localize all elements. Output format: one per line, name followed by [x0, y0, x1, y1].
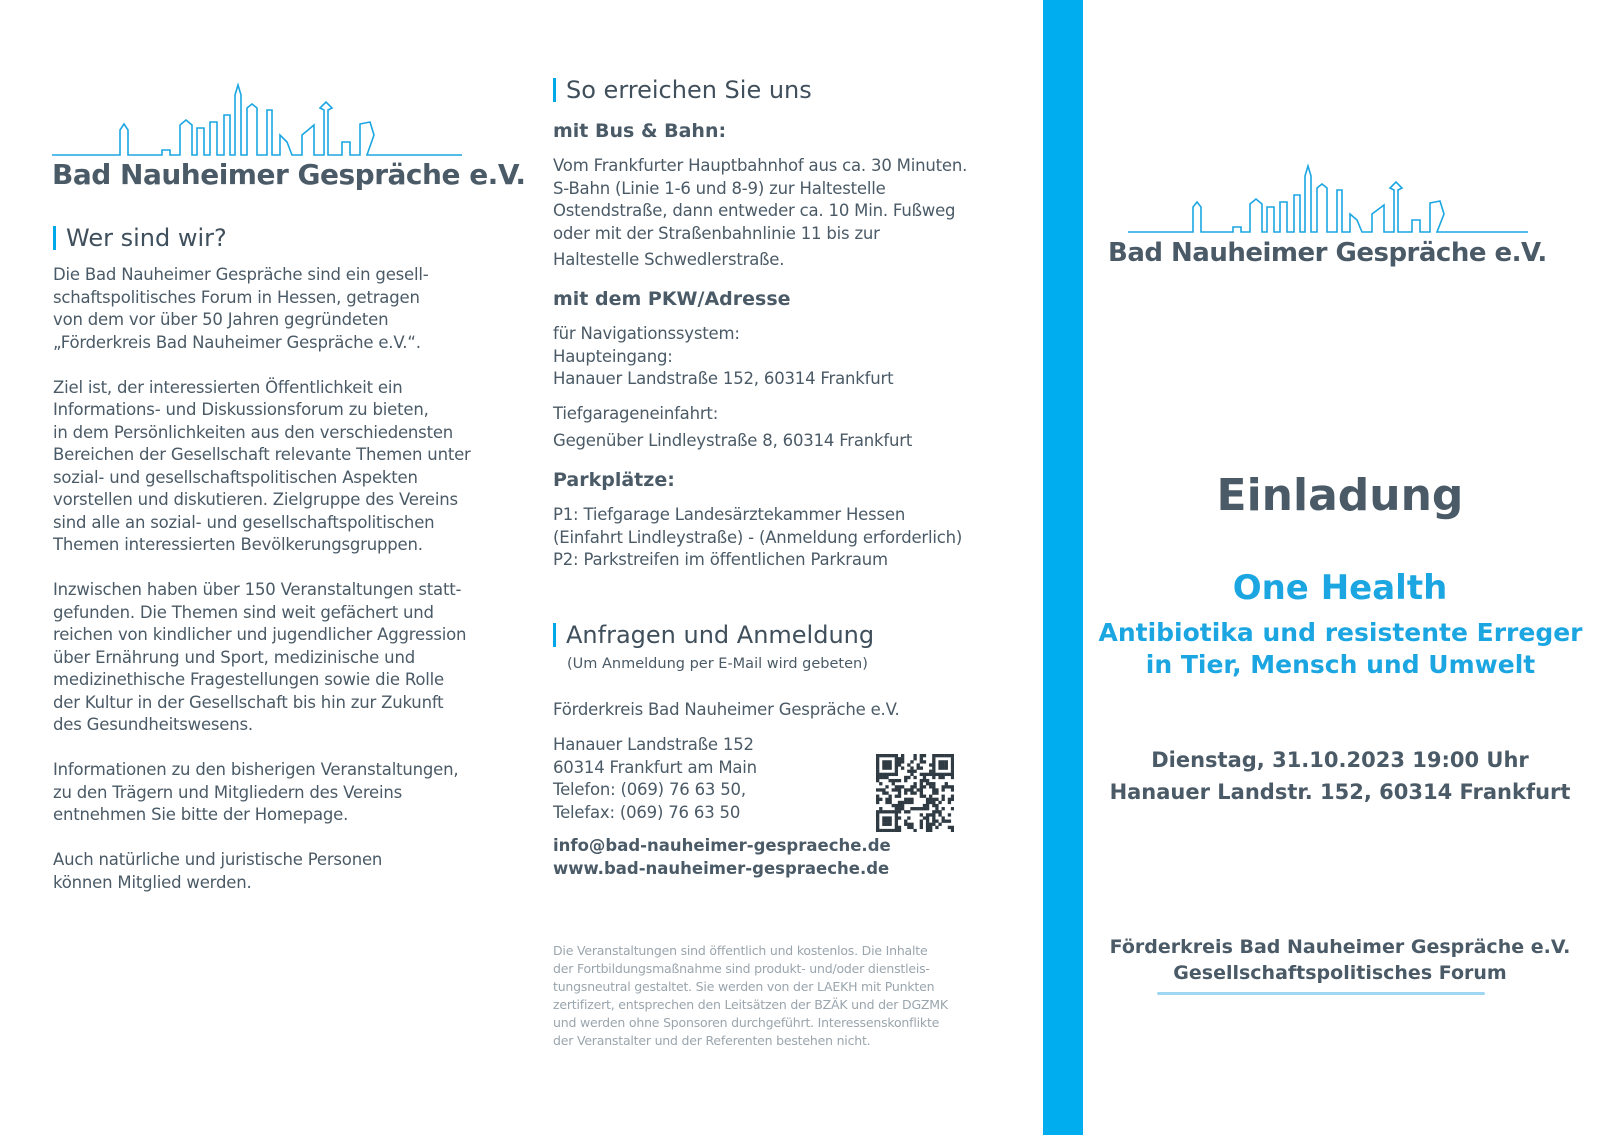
accent-bar — [553, 623, 556, 647]
about-paragraph: Die Bad Nauheimer Gespräche sind ein gesell- schaftspolitisches Forum in Hessen, getragen von dem vor über 50 Jahren gegründeten „Förderkreis Bad Nauheimer Gespräche e.V.“. — [53, 265, 429, 352]
invitation-title: Einladung — [1216, 470, 1464, 521]
about-paragraph: Auch natürliche und juristische Personen können Mitglied werden. — [53, 850, 383, 892]
footer-subtitle: Gesellschaftspolitisches Forum — [1173, 962, 1507, 984]
blue-fold-stripe — [1043, 0, 1083, 1135]
about-text — [53, 264, 483, 917]
event-subtitle: Antibiotika und resistente Erreger in Tier, Mensch und Umwelt — [1098, 618, 1583, 679]
contact-address: Hanauer Landstraße 152 60314 Frankfurt am Main Telefon: (069) 76 63 50, Telefax: (069) 76 63 50 — [553, 735, 757, 822]
parking-list: P1: Tiefgarage Landesärztekammer Hessen (Einfahrt Lindleystraße) - (Anmeldung erforderlich) P2: Parkstreifen im öffentlichen Parkraum — [553, 505, 963, 569]
bus-heading: mit Bus & Bahn: — [553, 120, 727, 142]
contact-note: (Um Anmeldung per E-Mail wird gebeten) — [567, 656, 868, 672]
garage-address: Gegenüber Lindleystraße 8, 60314 Frankfurt — [553, 431, 913, 450]
footer-underline — [1157, 992, 1485, 995]
website-link[interactable]: www.bad-nauheimer-gespraeche.de — [553, 859, 890, 878]
skyline-logo — [52, 80, 462, 160]
footer-org: Förderkreis Bad Nauheimer Gespräche e.V. — [1109, 936, 1571, 958]
brand-name-right: Bad Nauheimer Gespräche e.V. — [1108, 238, 1547, 268]
event-date: Dienstag, 31.10.2023 19:00 Uhr — [1151, 748, 1529, 772]
event-venue: Hanauer Landstr. 152, 60314 Frankfurt — [1109, 780, 1571, 804]
skyline-logo — [1128, 162, 1528, 237]
email-link[interactable]: info@bad-nauheimer-gespraeche.de — [553, 836, 891, 855]
qr-code — [876, 754, 954, 836]
parking-heading: Parkplätze: — [553, 469, 675, 491]
disclaimer: Die Veranstaltungen sind öffentlich und kostenlos. Die Inhalte der Fortbildungsmaßnahme sind produkt- und/oder dienstleis- tungsneutral gestaltet. Sie werden von der LAEKH mit Punkten zertifizert, entsprechen den Leitsätzen der BZÄK und der DGZMK und werden ohne Sponsoren durchgeführt. Interessenskonflikte der Veranstalter und der Referenten bestehen nicht. — [553, 943, 948, 1048]
bus-directions: Vom Frankfurter Hauptbahnhof aus ca. 30 Minuten. S-Bahn (Linie 1-6 und 8-9) zur Haltestelle Ostendstraße, dann entweder ca. 10 Min. Fußweg oder mit der Straßenbahnlinie 11 bis zur Haltestelle Schwedlerstraße. — [553, 156, 968, 269]
garage-label: Tiefgarageneinfahrt: — [553, 404, 719, 423]
section-title-anfragen: Anfragen und Anmeldung — [553, 621, 874, 649]
about-paragraph: Ziel ist, der interessierten Öffentlichkeit ein Informations- und Diskussionsforum zu bieten, in dem Persönlichkeiten aus den verschiedensten Bereichen der Gesellschaft relevante Themen unter sozial- und gesellschaftspolitischen Aspekten vorstellen und diskutieren. Zielgruppe des Vereins sind alle an sozial- und gesellschaftspolitischen Themen interessierten Bevölkerungsgruppen. — [53, 377, 471, 554]
org-name: Förderkreis Bad Nauheimer Gespräche e.V. — [553, 700, 900, 719]
pkw-heading: mit dem PKW/Adresse — [553, 288, 791, 310]
brand-name: Bad Nauheimer Gespräche e.V. — [52, 158, 526, 191]
pkw-address: für Navigationssystem: Haupteingang: Hanauer Landstraße 152, 60314 Frankfurt — [553, 324, 894, 388]
section-title-so-erreichen: So erreichen Sie uns — [553, 76, 812, 104]
about-paragraph: Inzwischen haben über 150 Veranstaltungen statt- gefunden. Die Themen sind weit gefächert und reichen von kindlicher und jugendlicher Aggression über Ernährung und Sport, medizinische und medizinethische Fragestellungen sowie die Rolle der Kultur in der Gesellschaft bis hin zur Zukunft des Gesundheitswesens. — [53, 580, 467, 734]
section-title-wer-sind-wir: Wer sind wir? — [53, 224, 227, 252]
about-paragraph: Informationen zu den bisherigen Veranstaltungen, zu den Trägern und Mitgliedern des Vereins entnehmen Sie bitte der Homepage. — [53, 760, 459, 824]
event-topic: One Health — [1232, 568, 1448, 608]
accent-bar — [53, 226, 56, 250]
accent-bar — [553, 78, 556, 102]
